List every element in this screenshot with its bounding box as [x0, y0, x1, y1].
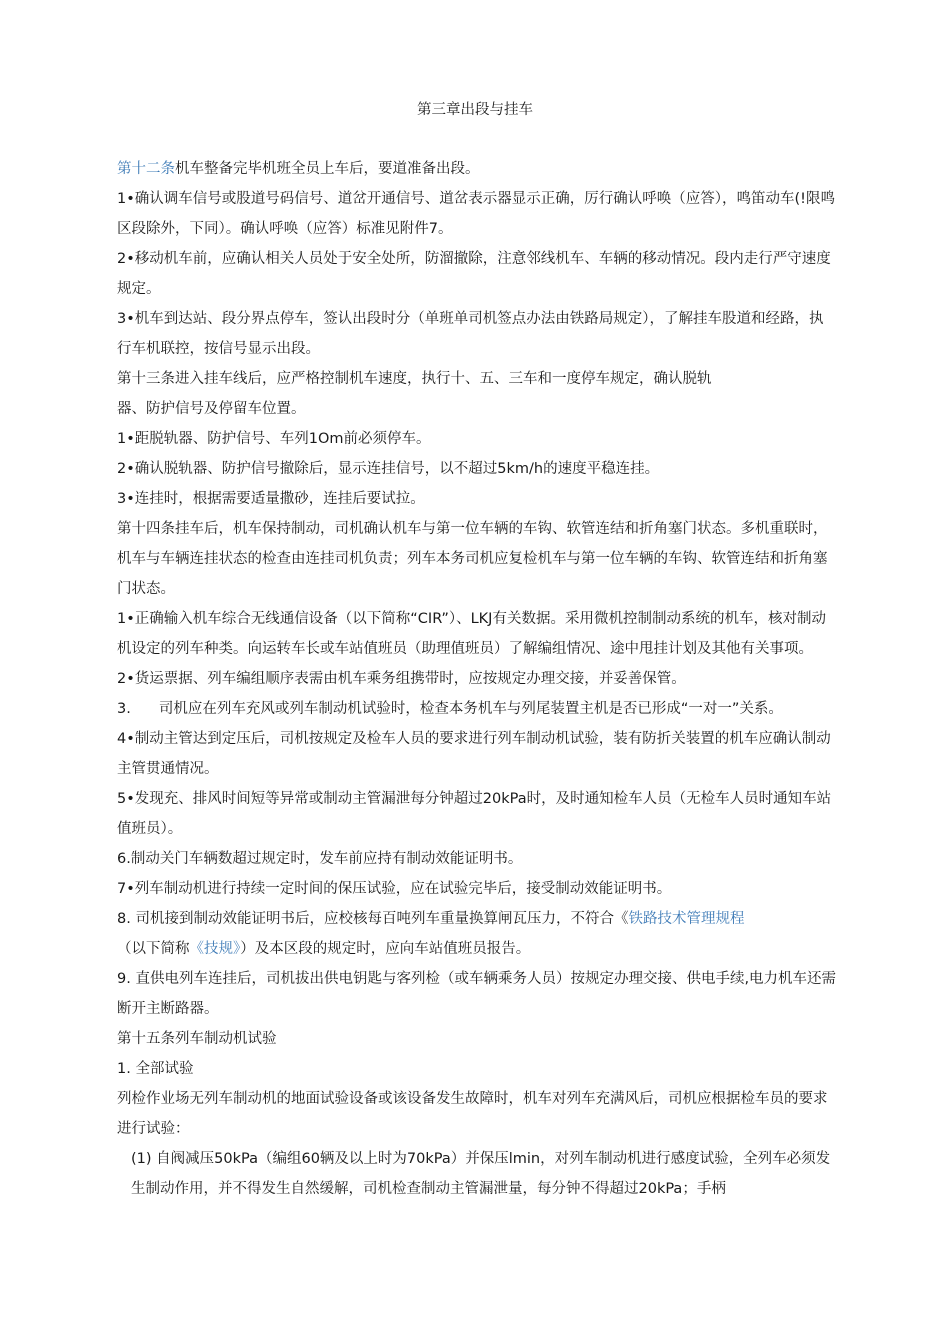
- item-8-text-mid: （以下简称: [117, 941, 190, 957]
- paragraph-15-intro: 列检作业场无列车制动机的地面试验设备或该设备发生故障时，机车对列车充满风后，司机应根据检车员的要求进行试验：: [117, 1091, 828, 1137]
- tech-regulations-link[interactable]: 铁路技术管理规程: [628, 911, 745, 927]
- document-body: [117, 154, 837, 1204]
- paragraph-14-4: 4•制动主管达到定压后，司机按规定及检车人员的要求进行列车制动机试验，装有防折关装置的机车应确认制动主管贯通情况。: [117, 731, 831, 777]
- paragraph-15-1-1: (1) 自阀减压50kPa（编组60辆及以上时为70kPa）并保压lmin，对列车制动机进行感度试验，全列车必须发生制动作用，并不得发生自然缓解，司机检查制动主管漏泄量，每分钟不得超过20kPa；手柄: [131, 1151, 831, 1197]
- paragraph-14-6: 6.制动关门车辆数超过规定时，发车前应持有制动效能证明书。: [117, 851, 523, 867]
- paragraph-article-12: [117, 154, 837, 184]
- paragraph-12-1: 1•确认调车信号或股道号码信号、道岔开通信号、道岔表示器显示正确，厉行确认呼唤（应答），鸣笛动车(!限鸣区段除外，下同）。确认呼唤（应答）标准见附件7。: [117, 191, 835, 237]
- article-12-link[interactable]: 第十二条: [117, 161, 175, 177]
- paragraph-14-1: 1•正确输入机车综合无线通信设备（以下简称“CIR”）、LKJ有关数据。采用微机控制制动系统的机车，核对制动机设定的列车种类。向运转车长或车站值班员（助理值班员）了解编组情况、途中甩挂计划及其他有关事项。: [117, 611, 826, 657]
- item-text: 司机应在列车充风或列车制动机试验时，检查本务机车与列尾装置主机是否已形成“一对一”关系。: [158, 701, 783, 717]
- item-number: 3.: [117, 701, 131, 717]
- paragraph-15-1: 1. 全部试验: [117, 1061, 194, 1077]
- paragraph-article-15: 第十五条列车制动机试验: [117, 1031, 277, 1047]
- paragraph-article-13: [117, 364, 837, 424]
- paragraph-13-2: 2•确认脱轨器、防护信号撤除后，显示连挂信号，以不超过5km/h的速度平稳连挂。: [117, 461, 660, 477]
- article-12-text: 机车整备完毕机班全员上车后，要道准备出段。: [175, 161, 480, 177]
- paragraph-14-8: [117, 904, 837, 964]
- paragraph-14-7: 7•列车制动机进行持续一定时间的保压试验，应在试验完毕后，接受制动效能证明书。: [117, 881, 672, 897]
- paragraph-13-1: 1•距脱轨器、防护信号、车列1Om前必须停车。: [117, 431, 431, 447]
- paragraph-14-9: 9. 直供电列车连挂后，司机拔出供电钥匙与客列检（或车辆乘务人员）按规定办理交接、供电手续,电力机车还需断开主断路器。: [117, 971, 837, 1017]
- paragraph-13-3: 3•连挂时，根据需要适量撒砂，连挂后要试拉。: [117, 491, 425, 507]
- article-13-line2: 器、防护信号及停留车位置。: [117, 401, 306, 417]
- page-title: 第三章出段与挂车: [417, 102, 533, 118]
- item-8-text-pre: 8. 司机接到制动效能证明书后，应校核每百吨列车重量换算闸瓦压力，不符合《: [117, 911, 629, 927]
- paragraph-12-2: 2•移动机车前，应确认相关人员处于安全处所，防溜撤除，注意邻线机车、车辆的移动情况。段内走行严守速度规定。: [117, 251, 831, 297]
- tech-rules-link[interactable]: 《技规》: [189, 941, 241, 957]
- paragraph-14-3: [117, 694, 837, 724]
- paragraph-12-3: 3•机车到达站、段分界点停车，签认出段时分（单班单司机签点办法由铁路局规定），了解挂车股道和经路，执行车机联控，按信号显示出段。: [117, 311, 824, 357]
- paragraph-14-5: 5•发现充、排风时间短等异常或制动主管漏泄每分钟超过20kPa时，及时通知检车人员（无检车人员时通知车站值班员）。: [117, 791, 832, 837]
- item-8-text-post: ）及本区段的规定时，应向车站值班员报告。: [240, 941, 531, 957]
- paragraph-14-2: 2•货运票据、列车编组顺序表需由机车乘务组携带时，应按规定办理交接，并妥善保管。: [117, 671, 686, 687]
- paragraph-article-14: 第十四条挂车后，机车保持制动，司机确认机车与第一位车辆的车钩、软管连结和折角塞门状态。多机重联时，机车与车辆连挂状态的检查由连挂司机负责；列车本务司机应复检机车与第一位车辆的车钩、软管连结和折角塞门状态。: [117, 521, 828, 597]
- article-13-line1: 第十三条进入挂车线后，应严格控制机车速度，执行十、五、三车和一度停车规定，确认脱轨: [117, 371, 712, 387]
